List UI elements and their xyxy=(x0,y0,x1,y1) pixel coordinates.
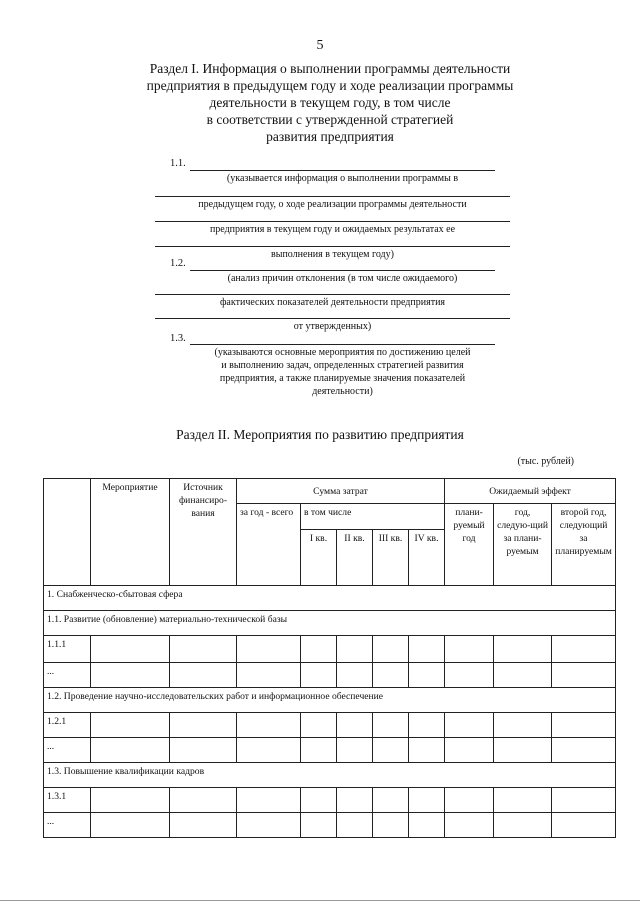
table-cell xyxy=(494,788,552,813)
table-cell xyxy=(170,788,237,813)
fill-line xyxy=(190,344,495,345)
table-cell xyxy=(445,788,494,813)
section2-title: Раздел II. Мероприятия по развитию предприятия xyxy=(176,427,464,442)
table-section-row: 1.3. Повышение квалификации кадров xyxy=(44,763,616,788)
row-number: ... xyxy=(44,813,91,838)
table-cell xyxy=(337,663,373,688)
table-cell xyxy=(301,788,337,813)
item2-caption-2: фактических показателей деятельности предприятия xyxy=(219,297,446,308)
item2-caption-3: от утвержденных) xyxy=(293,321,372,332)
table-cell xyxy=(552,788,616,813)
section1-title xyxy=(120,60,540,145)
table-cell xyxy=(91,636,170,663)
row-number: ... xyxy=(44,738,91,763)
table-cell xyxy=(494,636,552,663)
table-cell xyxy=(409,636,445,663)
table-cell xyxy=(337,738,373,763)
units-label: (тыс. рублей) xyxy=(517,456,574,467)
page-number: 5 xyxy=(316,38,324,53)
item3-caption-4: деятельности) xyxy=(312,386,373,397)
table-cell xyxy=(409,738,445,763)
item3-caption-1: (указываются основные мероприятия по достижению целей xyxy=(214,347,471,358)
header-quarter-1: I кв. xyxy=(301,530,337,586)
table-cell xyxy=(301,713,337,738)
row-number: ... xyxy=(44,663,91,688)
table-cell xyxy=(373,713,409,738)
fill-line xyxy=(190,270,495,271)
table-cell xyxy=(494,663,552,688)
table-cell xyxy=(552,636,616,663)
item1-caption-1: (указывается информация о выполнении программы в xyxy=(226,173,459,184)
table-cell xyxy=(337,788,373,813)
header-total-for-year: за год - всего xyxy=(237,504,301,586)
table-cell xyxy=(237,636,301,663)
header-next-year: год, следую-щий за плани-руемым xyxy=(494,504,552,586)
table-cell xyxy=(409,788,445,813)
section1-title-line: предприятия в предыдущем году и ходе реализации программы xyxy=(146,78,514,93)
row-number: 1.3.1 xyxy=(44,788,91,813)
header-activity: Мероприятие xyxy=(91,479,170,586)
table-row xyxy=(44,788,616,813)
table-section-row: 1.1. Развитие (обновление) материально-технической базы xyxy=(44,611,616,636)
item-number-1-3: 1.3. xyxy=(170,333,186,344)
table-cell xyxy=(445,636,494,663)
table-row xyxy=(44,636,616,663)
item-number-1-2: 1.2. xyxy=(170,258,186,269)
section1-title-line: развития предприятия xyxy=(266,129,394,144)
header-source: Источник финансиро-вания xyxy=(170,479,237,586)
fill-line xyxy=(190,170,495,171)
fill-line xyxy=(155,318,510,319)
table-cell xyxy=(91,813,170,838)
table-cell xyxy=(494,713,552,738)
table-cell xyxy=(494,738,552,763)
header-quarter-4: IV кв. xyxy=(409,530,445,586)
fill-line xyxy=(155,294,510,295)
fill-line xyxy=(155,246,510,247)
table-cell xyxy=(373,663,409,688)
table-cell xyxy=(237,788,301,813)
table-cell xyxy=(552,738,616,763)
table-section-row: 1. Снабженческо-сбытовая сфера xyxy=(44,586,616,611)
table-cell xyxy=(170,713,237,738)
table-cell xyxy=(494,813,552,838)
table-cell xyxy=(337,813,373,838)
table-cell xyxy=(91,788,170,813)
activities-table xyxy=(43,478,616,838)
table-cell xyxy=(301,813,337,838)
page-edge-line xyxy=(0,900,640,901)
fill-line xyxy=(155,221,510,222)
table-cell xyxy=(552,663,616,688)
header-including: в том числе xyxy=(301,504,445,530)
table-cell xyxy=(170,663,237,688)
header-expected-effect: Ожидаемый эффект xyxy=(445,479,616,504)
row-number: 1.2.1 xyxy=(44,713,91,738)
table-cell xyxy=(170,636,237,663)
table-cell xyxy=(237,663,301,688)
table-cell xyxy=(373,788,409,813)
item1-caption-2: предыдущем году, о ходе реализации программы деятельности xyxy=(198,199,467,210)
header-quarter-3: III кв. xyxy=(373,530,409,586)
header-second-year: второй год, следующий за планируемым xyxy=(552,504,616,586)
table-cell xyxy=(91,713,170,738)
table-cell xyxy=(91,738,170,763)
table-cell xyxy=(91,663,170,688)
table-cell xyxy=(301,636,337,663)
table-cell xyxy=(337,713,373,738)
table-cell xyxy=(301,663,337,688)
table-cell xyxy=(373,813,409,838)
table-cell xyxy=(301,738,337,763)
table-cell xyxy=(170,738,237,763)
table-cell xyxy=(552,813,616,838)
table-cell xyxy=(373,636,409,663)
table-cell xyxy=(409,713,445,738)
fill-line xyxy=(155,196,510,197)
table-row xyxy=(44,813,616,838)
table-cell xyxy=(445,713,494,738)
table-cell xyxy=(337,636,373,663)
table-cell xyxy=(237,738,301,763)
table-cell xyxy=(409,663,445,688)
section1-title-line: деятельности в текущем году, в том числе xyxy=(209,95,451,110)
table-row xyxy=(44,663,616,688)
table-row xyxy=(44,738,616,763)
section1-title-line: Раздел I. Информация о выполнении программы деятельности xyxy=(149,61,511,76)
table-cell xyxy=(445,813,494,838)
header-blank xyxy=(44,479,91,586)
table-cell xyxy=(373,738,409,763)
table-section-row: 1.2. Проведение научно-исследовательских работ и информационное обеспечение xyxy=(44,688,616,713)
section1-title-line: в соответствии с утвержденной стратегией xyxy=(206,112,454,127)
table-cell xyxy=(237,713,301,738)
header-cost-sum: Сумма затрат xyxy=(237,479,445,504)
header-quarter-2: II кв. xyxy=(337,530,373,586)
item1-caption-3: предприятия в текущем году и ожидаемых результатах ее xyxy=(209,224,456,235)
table-cell xyxy=(445,663,494,688)
header-planned-year: плани-руемый год xyxy=(445,504,494,586)
item3-caption-2: и выполнению задач, определенных стратегией развития xyxy=(221,360,464,371)
table-cell xyxy=(237,813,301,838)
table-cell xyxy=(409,813,445,838)
item2-caption-1: (анализ причин отклонения (в том числе ожидаемого) xyxy=(227,273,458,284)
table-cell xyxy=(445,738,494,763)
row-number: 1.1.1 xyxy=(44,636,91,663)
table-cell xyxy=(552,713,616,738)
table-cell xyxy=(170,813,237,838)
table-row xyxy=(44,713,616,738)
item1-caption-4: выполнения в текущем году) xyxy=(271,249,394,260)
item3-caption-3: предприятия, а также планируемые значения показателей xyxy=(219,373,466,384)
item-number-1-1: 1.1. xyxy=(170,158,186,169)
